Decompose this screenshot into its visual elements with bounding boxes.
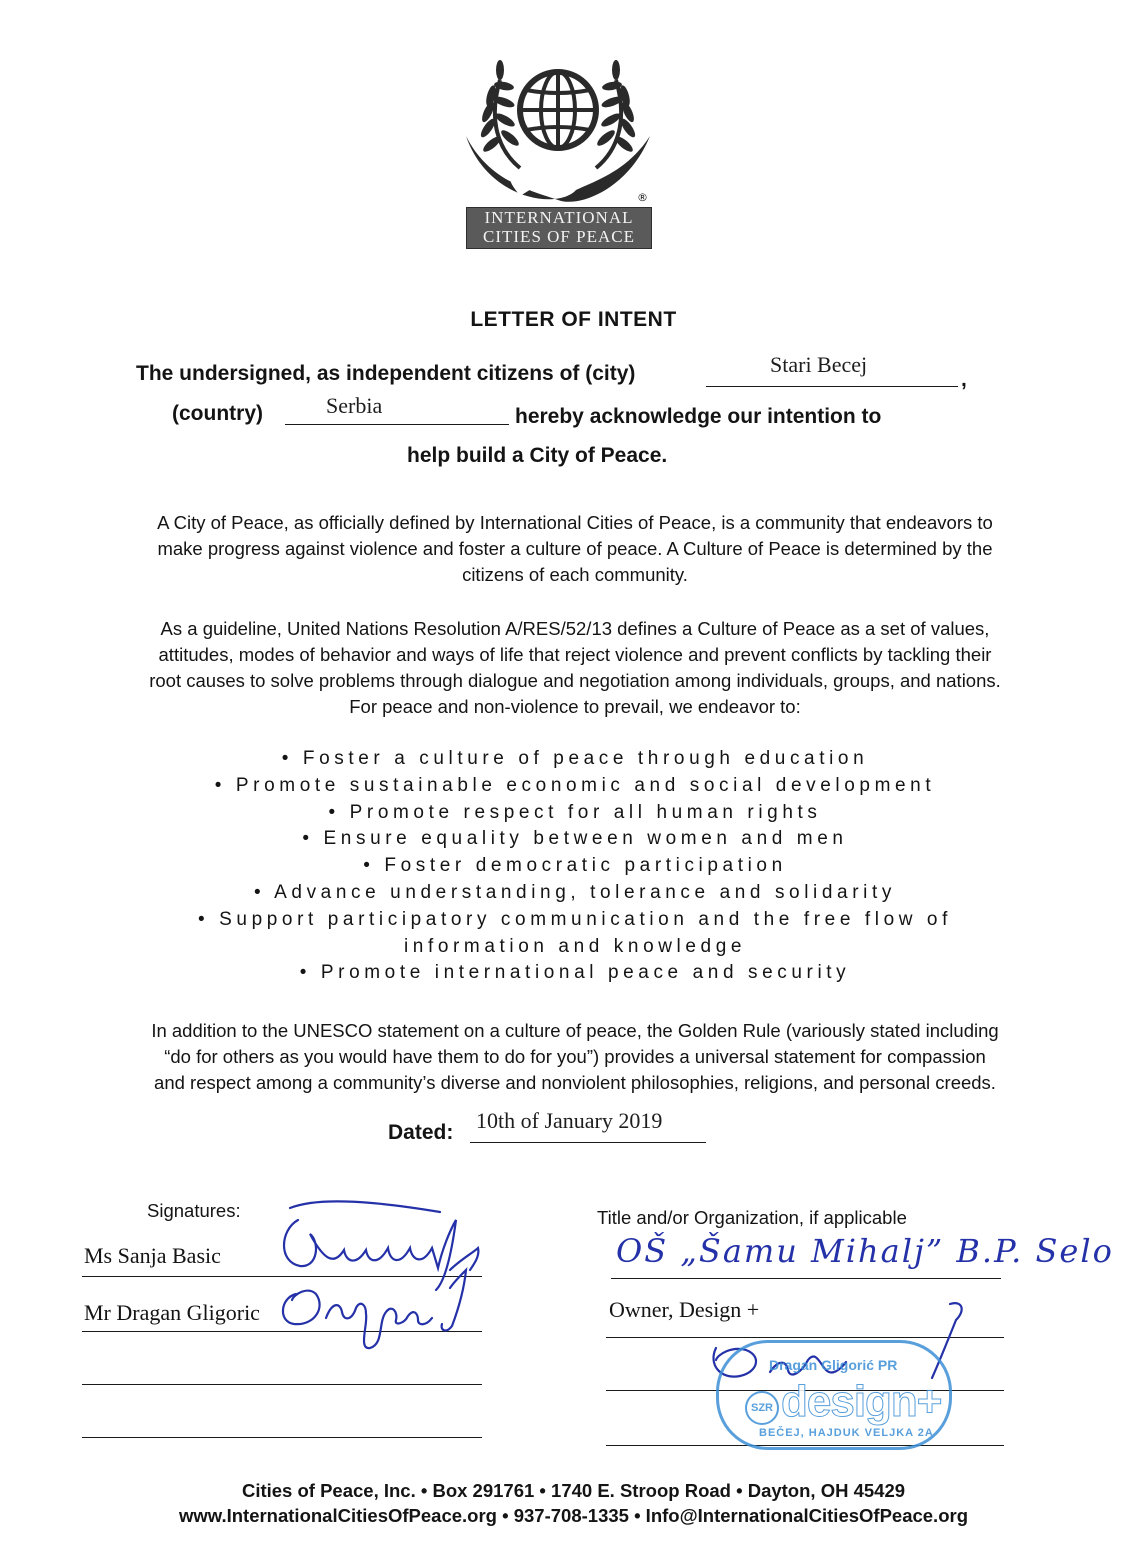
paragraph-line: attitudes, modes of behavior and ways of life that reject violence and prevent conflicts by tackling their bbox=[158, 644, 992, 665]
intro-line-3: help build a City of Peace. bbox=[407, 444, 668, 467]
globe-icon bbox=[520, 72, 596, 148]
organization-entry: OŠ „Šamu Mihalj” B.P. Selo bbox=[616, 1232, 1114, 1270]
stamp-bottom-text: BEČEJ, HAJDUK VELJKA 2A bbox=[759, 1427, 934, 1439]
signer-name-2: Mr Dragan Gligoric bbox=[84, 1300, 260, 1325]
brand-line-2: CITIES OF PEACE bbox=[483, 227, 635, 246]
paragraph-line: and respect among a community’s diverse and nonviolent philosophies, religions, and personal creeds. bbox=[154, 1072, 996, 1093]
endeavor-bullet-list bbox=[70, 746, 1080, 987]
right-laurel-icon bbox=[595, 60, 638, 168]
handwritten-signatures bbox=[260, 1190, 500, 1360]
city-value: Stari Becej bbox=[770, 352, 868, 377]
document-title: LETTER OF INTENT bbox=[470, 308, 677, 331]
paragraph-line: As a guideline, United Nations Resolution A/RES/52/13 defines a Culture of Peace as a set of values, bbox=[160, 618, 990, 639]
bullet-item: • Promote international peace and security bbox=[299, 962, 851, 984]
paragraph-line: A City of Peace, as officially defined by International Cities of Peace, is a community that endeavors to bbox=[157, 512, 993, 533]
country-value: Serbia bbox=[326, 393, 383, 418]
brand-line-1: INTERNATIONAL bbox=[484, 208, 634, 227]
signer-name-1: Ms Sanja Basic bbox=[84, 1243, 221, 1268]
bullet-item: • Ensure equality between women and men bbox=[302, 828, 848, 850]
city-blank bbox=[706, 386, 958, 387]
paragraph-line: For peace and non-violence to prevail, we endeavor to: bbox=[349, 696, 801, 717]
bullet-item: • Promote sustainable economic and social development bbox=[214, 774, 936, 796]
footer-address: Cities of Peace, Inc. • Box 291761 • 1740 E. Stroop Road • Dayton, OH 45429 bbox=[241, 1480, 906, 1501]
paragraph-line: root causes to solve problems through dialogue and negotiation among individuals, groups, and nations. bbox=[149, 670, 1001, 691]
dated-value: 10th of January 2019 bbox=[476, 1108, 663, 1133]
paragraph-line: In addition to the UNESCO statement on a culture of peace, the Golden Rule (variously stated including bbox=[151, 1020, 999, 1041]
registered-mark: ® bbox=[637, 191, 648, 204]
brand-plate bbox=[466, 207, 652, 249]
intro-line-1: The undersigned, as independent citizens of (city) bbox=[136, 362, 636, 385]
dated-label: Dated: bbox=[388, 1121, 454, 1144]
paragraph-line: citizens of each community. bbox=[462, 564, 688, 585]
stamp-top-text: Dragan Gligorić PR bbox=[769, 1357, 898, 1373]
bullet-item: • Foster a culture of peace through education bbox=[281, 748, 869, 769]
paragraph-line: make progress against violence and foster a culture of peace. A Culture of Peace is determined by the bbox=[157, 538, 993, 559]
country-blank bbox=[285, 424, 509, 425]
paragraph-un-resolution bbox=[70, 616, 1080, 720]
intro-line-2: hereby acknowledge our intention to bbox=[515, 405, 882, 428]
signature-line bbox=[82, 1384, 482, 1385]
paragraph-city-of-peace-definition bbox=[70, 510, 1080, 588]
stamp-main-text: design+ bbox=[781, 1377, 942, 1426]
paragraph-golden-rule bbox=[70, 1018, 1080, 1096]
title-organization-label: Title and/or Organization, if applicable bbox=[597, 1207, 907, 1228]
dated-blank bbox=[470, 1142, 706, 1143]
stamp-szr-badge: SZR bbox=[745, 1391, 779, 1425]
bullet-item: • Foster democratic participation bbox=[363, 855, 787, 877]
signature-line bbox=[82, 1437, 482, 1438]
bullet-item: information and knowledge bbox=[403, 935, 747, 957]
bullet-item: • Support participatory communication and the free flow of bbox=[198, 908, 952, 930]
country-label: (country) bbox=[172, 402, 263, 425]
left-laurel-icon bbox=[478, 60, 521, 168]
title-entry-2: Owner, Design + bbox=[609, 1297, 760, 1322]
bullet-item: • Advance understanding, tolerance and solidarity bbox=[254, 881, 896, 903]
bullet-item: • Promote respect for all human rights bbox=[328, 801, 822, 823]
paragraph-line: “do for others as you would have them to do for you”) provides a universal statement for compassion bbox=[164, 1046, 986, 1067]
signatures-label: Signatures: bbox=[147, 1200, 241, 1221]
city-comma: , bbox=[961, 368, 967, 391]
title-line bbox=[611, 1278, 1001, 1279]
footer-contact: www.InternationalCitiesOfPeace.org • 937-708-1335 • Info@InternationalCitiesOfPeace.org bbox=[178, 1505, 969, 1526]
company-stamp bbox=[716, 1340, 952, 1450]
